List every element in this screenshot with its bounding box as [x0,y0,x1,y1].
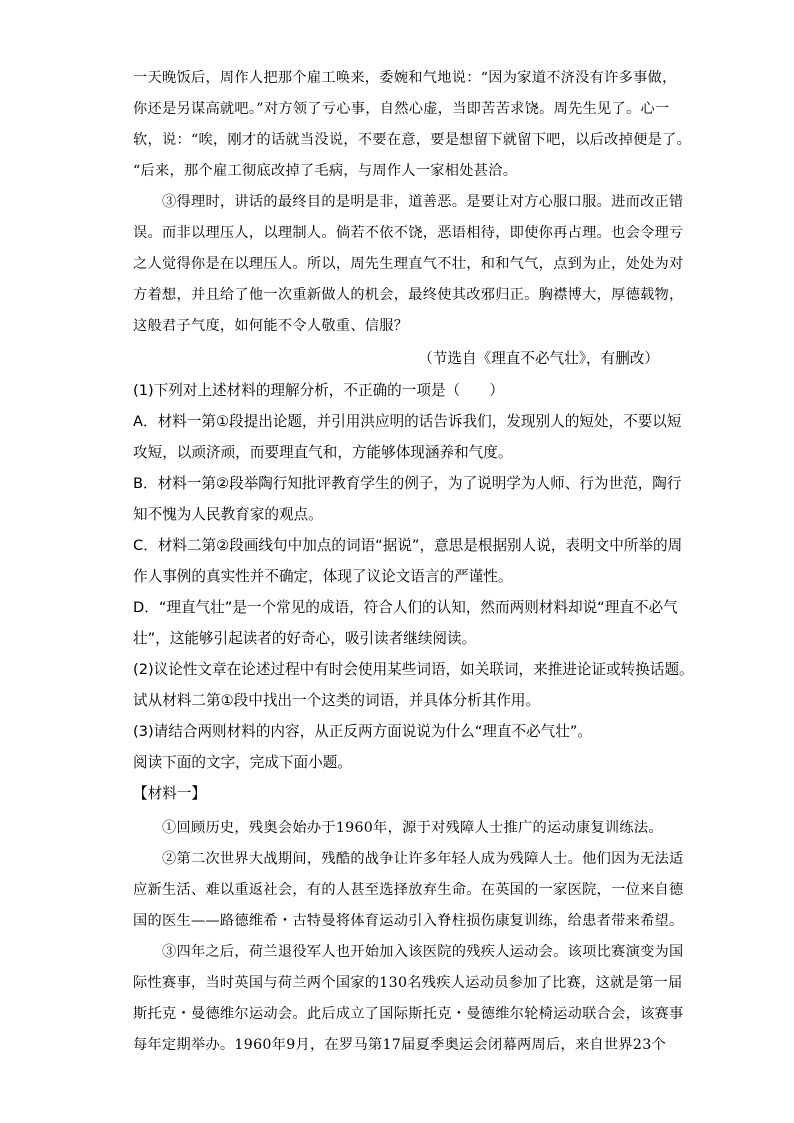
passage-line: ③得理时，讲话的最终目的是明是非，道善恶。是要让对方心服口服。进而改正错 [133,194,684,210]
question-line: (1)下列对上述材料的理解分析，不正确的一项是（ ） [133,382,504,399]
passage-line: 你还是另谋高就吧。”对方领了亏心事，自然心虚，当即苦苦求饶。周先生见了。心一 [133,101,670,117]
question-line: (2)议论性文章在论述过程中有时会使用某些词语，如关联词，来推进论证或转换话题。 [133,661,694,678]
option-line: C．材料二第②段画线句中加点的词语“据说”，意思是根据别人说，表明文中所举的周 [133,537,683,554]
material-line: 际性赛事，当时英国与荷兰两个国家的130名残疾人运动员参加了比赛，这就是第一届 [133,975,683,991]
passage-line: 一天晚饭后，周作人把那个雇工唤来，委婉和气地说：“因为家道不济没有许多事做， [133,70,677,86]
option-line: 壮”，这能够引起读者的好奇心，吸引读者继续阅读。 [133,630,477,647]
instruction-line: 阅读下面的文字，完成下面小题。 [133,754,352,771]
option-line: D．“理直气壮”是一个常见的成语，符合人们的认知，然而两则材料却说“理直不必气 [133,599,678,616]
passage-line: “后来，那个雇工彻底改掉了毛病，与周作人一家相处甚洽。 [133,163,518,179]
passage-source: （节选自《理直不必气壮》，有删改） [418,350,659,367]
material-line: 每年定期举办。1960年9月，在罗马第17届夏季奥运会闭幕两周后，来自世界23个 [133,1037,667,1053]
material-line: ①回顾历史，残奥会始办于1960年，源于对残障人士推广的运动康复训练法。 [133,820,663,836]
option-line: A．材料一第①段提出论题，并引用洪应明的话告诉我们，发现别人的短处，不要以短 [133,413,682,430]
material-line: 应新生活、难以重返社会，有的人甚至选择放弃生命。在英国的一家医院，一位来自德 [133,882,684,898]
option-line: 知不愧为人民教育家的观点。 [133,506,323,523]
option-line: 作人事例的真实性并不确定，体现了议论文语言的严谨性。 [133,568,513,585]
material-line: 国的医生——路德维希・古特曼将体育运动引入脊柱损伤康复训练，给患者带来希望。 [133,913,684,929]
passage-line: 之人觉得你是在以理压人。所以，周先生理直气不壮，和和气气，点到为止，处处为对 [133,256,684,272]
option-line: 攻短，以顽济顽，而要理直气和，方能够体现涵养和气度。 [133,444,513,461]
material-heading: 【材料一】 [133,785,206,802]
passage-line: 方着想，并且给了他一次重新做人的机会，最终使其改邪归正。胸襟博大，厚德载物， [133,287,684,303]
material-line: ②第二次世界大战期间，残酷的战争让许多年轻人成为残障人士。他们因为无法适 [133,851,684,867]
question-line: (3)请结合两则材料的内容，从正反两方面说说为什么“理直不必气壮”。 [133,723,593,740]
material-line: ③四年之后，荷兰退役军人也开始加入该医院的残疾人运动会。该项比赛演变为国 [133,944,684,960]
question-line: 试从材料二第①段中找出一个这类的词语，并具体分析其作用。 [133,692,541,709]
passage-line: 软，说：“唉，刚才的话就当没说，不要在意，要是想留下就留下吧，以后改掉便是了。 [133,132,692,148]
passage-line: 误。而非以理压人，以理制人。倘若不依不饶，恶语相待，即使你再占理。也会令理亏 [133,225,684,241]
passage-line: 这般君子气度，如何能不令人敬重、信服？ [133,318,409,334]
option-line: B．材料一第②段举陶行知批评教育学生的例子，为了说明学为人师、行为世范，陶行 [133,475,682,492]
material-line: 斯托克・曼德维尔运动会。此后成立了国际斯托克・曼德维尔轮椅运动联合会，该赛事 [133,1006,684,1022]
